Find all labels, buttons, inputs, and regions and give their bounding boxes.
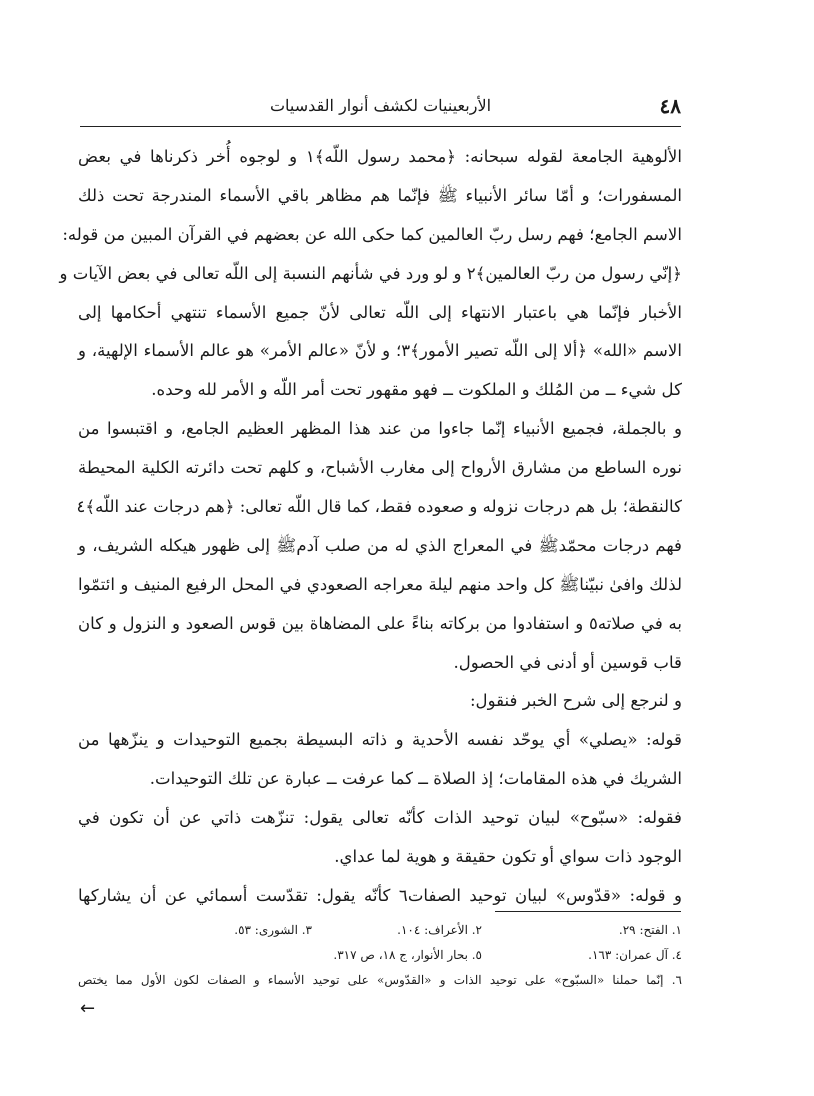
text-line: الاسم الجامع؛ فهم رسل ربّ العالمين كما حكى الله عن بعضهم في القرآن المبين من قوله:: [62, 224, 682, 244]
text-line: ﴿إنّي رسول من ربّ العالمين﴾٢ و لو ورد في شأنهم النسبة إلى اللّه تعالى في بعض الآيات و: [59, 263, 682, 283]
footnote-3: ٣. الشورى: ٥٣.: [234, 923, 312, 937]
text-line: كالنقطة؛ بل هم درجات نزوله و صعوده فقط، كما قال اللّه تعالى: ﴿هم درجات عند اللّه﴾٤: [76, 497, 682, 517]
header-rule: [80, 126, 681, 127]
page-number: ٤٨: [659, 94, 681, 118]
main-text: [59, 138, 682, 916]
text-line: نوره الساطع من مشارق الأرواح إلى مغارب الأشباح، و كلهم تحت دائرته الكلية المحيطة: [78, 458, 682, 478]
running-title: الأربعينيات لكشف أنوار القدسيات: [269, 96, 492, 115]
text-line: كل شيء ــ من المُلك و الملكوت ــ فهو مقهور تحت أمر اللّه و الأمر لله وحده.: [151, 380, 682, 400]
text-line: فهم درجات محمّدﷺ في المعراج الذي له من صلب آدمﷺ إلى ظهور هيكله الشريف، و: [78, 535, 682, 555]
footnote-rule: [495, 911, 681, 912]
continue-arrow-icon: ←: [80, 998, 96, 1019]
text-line: لذلك وافىٰ نبيّناﷺ كل واحد منهم ليلة معراجه الصعودي في المحل الرفيع المنيف و ائتمّوا: [78, 574, 682, 594]
footnote-row: [78, 918, 682, 943]
footnote-row: [78, 943, 682, 968]
footnote-2: ٢. الأعراف: ١٠٤.: [397, 923, 482, 937]
text-line: الألوهية الجامعة لقوله سبحانه: ﴿محمد رسول اللّه﴾١ و لوجوه أُخر ذكرناها في بعض: [78, 147, 682, 166]
text-line: الشريك في هذه المقامات؛ إذ الصلاة ــ كما عرفت ــ عبارة عن تلك التوحيدات.: [149, 769, 682, 789]
text-line: و قوله: «قدّوس» لبيان توحيد الصفات٦ كأنّه يقول: تقدّست أسمائي عن أن يشاركها: [78, 885, 682, 905]
footnote-5: ٥. بحار الأنوار، ج ١٨، ص ٣١٧.: [333, 948, 482, 962]
text-line: فقوله: «سبّوح» لبيان توحيد الذات كأنّه تعالى يقول: تنزّهت ذاتي عن أن تكون في: [78, 808, 682, 828]
text-line: المسفورات؛ و أمّا سائر الأنبياء ﷺ فإنّما هم مظاهر باقي الأسماء المندرجة تحت ذلك: [78, 185, 682, 205]
text-line: الأخبار فإنّما هي باعتبار الانتهاء إلى اللّه تعالى لأنّ جميع الأسماء تنتهي أحكامها إلى: [78, 302, 682, 322]
page-header: [80, 94, 681, 122]
text-line: قوله: «يصلي» أي يوحّد نفسه الأحدية و ذاته البسيطة بجميع التوحيدات و ينزّهها من: [78, 730, 682, 750]
footnotes: [78, 918, 682, 993]
text-line: و لنرجع إلى شرح الخبر فنقول:: [469, 691, 682, 711]
footnote-1: ١. الفتح: ٢٩.: [618, 923, 682, 937]
text-line: قاب قوسين أو أدنى في الحصول.: [453, 652, 682, 672]
text-line: الوجود ذات سواي أو تكون حقيقة و هوية لما عداي.: [334, 847, 682, 867]
footnote-6: ٦. إنّما حملنا «السبّوح» على توحيد الذات و «القدّوس» على توحيد الأسماء و الصفات لكون الأول مما يختص: [78, 973, 682, 987]
text-line: و بالجملة، فجميع الأنبياء إنّما جاءوا من عند هذا المظهر العظيم الجامع، و اقتبسوا من: [78, 419, 682, 439]
footnote-4: ٤. آل عمران: ١٦٣.: [588, 948, 682, 962]
text-line: به في صلاته٥ و استفادوا من بركاته بناءً على المضاهاة بين قوس الصعود و النزول و كان: [78, 613, 682, 633]
text-line: الاسم «الله» ﴿ألا إلى اللّه تصير الأمور﴾٣؛ و لأنّ «عالم الأمر» هو عالم الأسماء الإلهية، و: [78, 341, 682, 361]
